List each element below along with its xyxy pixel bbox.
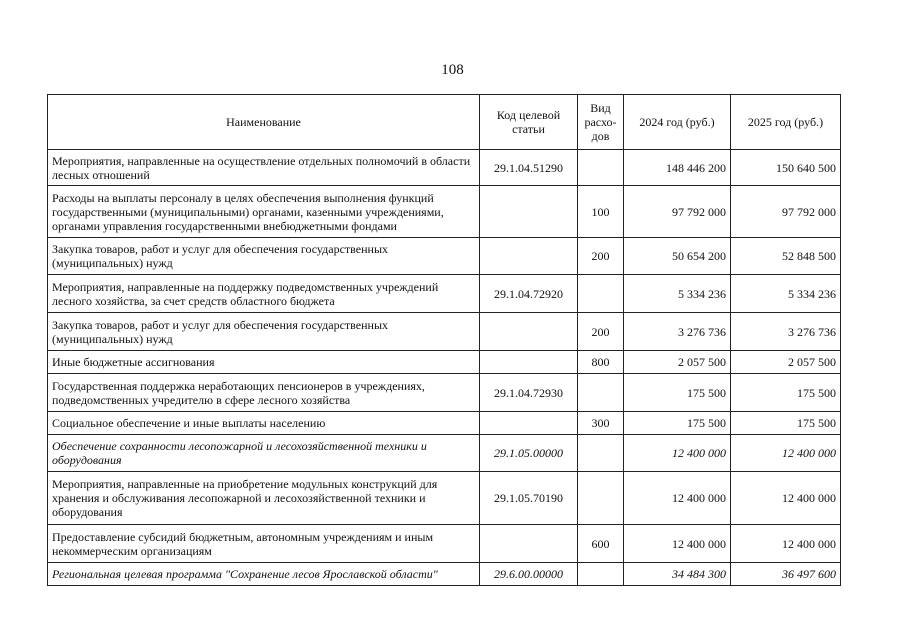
row-2024: 175 500 (624, 412, 731, 435)
row-name: Обеспечение сохранности лесопожарной и лесохозяйственной техники и оборудования (48, 435, 480, 472)
row-code: 29.6.00.00000 (480, 563, 578, 586)
table-row (48, 525, 841, 563)
row-name: Закупка товаров, работ и услуг для обеспечения государственных (муниципальных) нужд (48, 238, 480, 275)
row-2025: 12 400 000 (731, 472, 841, 525)
row-2024: 50 654 200 (624, 238, 731, 275)
header-2024: 2024 год (руб.) (624, 95, 731, 150)
row-name: Расходы на выплаты персоналу в целях обеспечения выполнения функций государственными (муниципальными) органами, казенными учреждениями, органами управления государственными внебюджетными фондами (48, 186, 480, 238)
row-2025: 97 792 000 (731, 186, 841, 238)
row-name: Закупка товаров, работ и услуг для обеспечения государственных (муниципальных) нужд (48, 313, 480, 351)
table-row (48, 351, 841, 374)
row-code (480, 186, 578, 238)
table-row (48, 472, 841, 525)
row-2025: 150 640 500 (731, 150, 841, 186)
row-name: Мероприятия, направленные на осуществление отдельных полномочий в области лесных отношений (48, 150, 480, 186)
row-2025: 175 500 (731, 374, 841, 412)
row-vid: 600 (578, 525, 624, 563)
table-row (48, 150, 841, 186)
row-2025: 5 334 236 (731, 275, 841, 313)
row-code (480, 351, 578, 374)
row-code (480, 525, 578, 563)
row-2024: 12 400 000 (624, 525, 731, 563)
row-name: Региональная целевая программа "Сохранение лесов Ярославской области" (48, 563, 480, 586)
row-2025: 12 400 000 (731, 525, 841, 563)
table-row (48, 435, 841, 472)
row-2025: 36 497 600 (731, 563, 841, 586)
header-code: Код целевой статьи (480, 95, 578, 150)
row-vid: 200 (578, 313, 624, 351)
row-name: Социальное обеспечение и иные выплаты населению (48, 412, 480, 435)
row-vid: 800 (578, 351, 624, 374)
row-code (480, 313, 578, 351)
row-2024: 12 400 000 (624, 435, 731, 472)
row-2024: 5 334 236 (624, 275, 731, 313)
row-2025: 3 276 736 (731, 313, 841, 351)
row-name: Мероприятия, направленные на поддержку подведомственных учреждений лесного хозяйства, за счет средств областного бюджета (48, 275, 480, 313)
table-row (48, 563, 841, 586)
row-2024: 2 057 500 (624, 351, 731, 374)
row-2024: 34 484 300 (624, 563, 731, 586)
row-vid: 100 (578, 186, 624, 238)
table-row (48, 374, 841, 412)
row-vid (578, 150, 624, 186)
row-code: 29.1.05.00000 (480, 435, 578, 472)
table-row (48, 275, 841, 313)
row-vid (578, 435, 624, 472)
row-2024: 175 500 (624, 374, 731, 412)
row-2025: 175 500 (731, 412, 841, 435)
row-name: Мероприятия, направленные на приобретение модульных конструкций для хранения и обслуживания лесопожарной и лесохозяйственной техники и оборудования (48, 472, 480, 525)
row-code: 29.1.05.70190 (480, 472, 578, 525)
row-name: Иные бюджетные ассигнования (48, 351, 480, 374)
row-2025: 12 400 000 (731, 435, 841, 472)
table-row (48, 412, 841, 435)
row-vid (578, 374, 624, 412)
row-code: 29.1.04.72930 (480, 374, 578, 412)
row-vid (578, 563, 624, 586)
header-vid: Вид расхо-дов (578, 95, 624, 150)
header-2025: 2025 год (руб.) (731, 95, 841, 150)
row-2025: 52 848 500 (731, 238, 841, 275)
row-vid (578, 275, 624, 313)
row-code (480, 238, 578, 275)
row-code: 29.1.04.72920 (480, 275, 578, 313)
row-2024: 12 400 000 (624, 472, 731, 525)
row-2025: 2 057 500 (731, 351, 841, 374)
row-name: Государственная поддержка неработающих пенсионеров в учреждениях, подведомственных учредителю в сфере лесного хозяйства (48, 374, 480, 412)
budget-table (47, 94, 841, 586)
table-row (48, 238, 841, 275)
row-code (480, 412, 578, 435)
row-vid: 300 (578, 412, 624, 435)
header-name: Наименование (48, 95, 480, 150)
row-vid: 200 (578, 238, 624, 275)
table-header-row (48, 95, 841, 150)
table-row (48, 186, 841, 238)
table-row (48, 313, 841, 351)
row-2024: 3 276 736 (624, 313, 731, 351)
row-name: Предоставление субсидий бюджетным, автономным учреждениям и иным некоммерческим организациям (48, 525, 480, 563)
row-vid (578, 472, 624, 525)
row-code: 29.1.04.51290 (480, 150, 578, 186)
row-2024: 148 446 200 (624, 150, 731, 186)
row-2024: 97 792 000 (624, 186, 731, 238)
page-number: 108 (441, 62, 464, 78)
